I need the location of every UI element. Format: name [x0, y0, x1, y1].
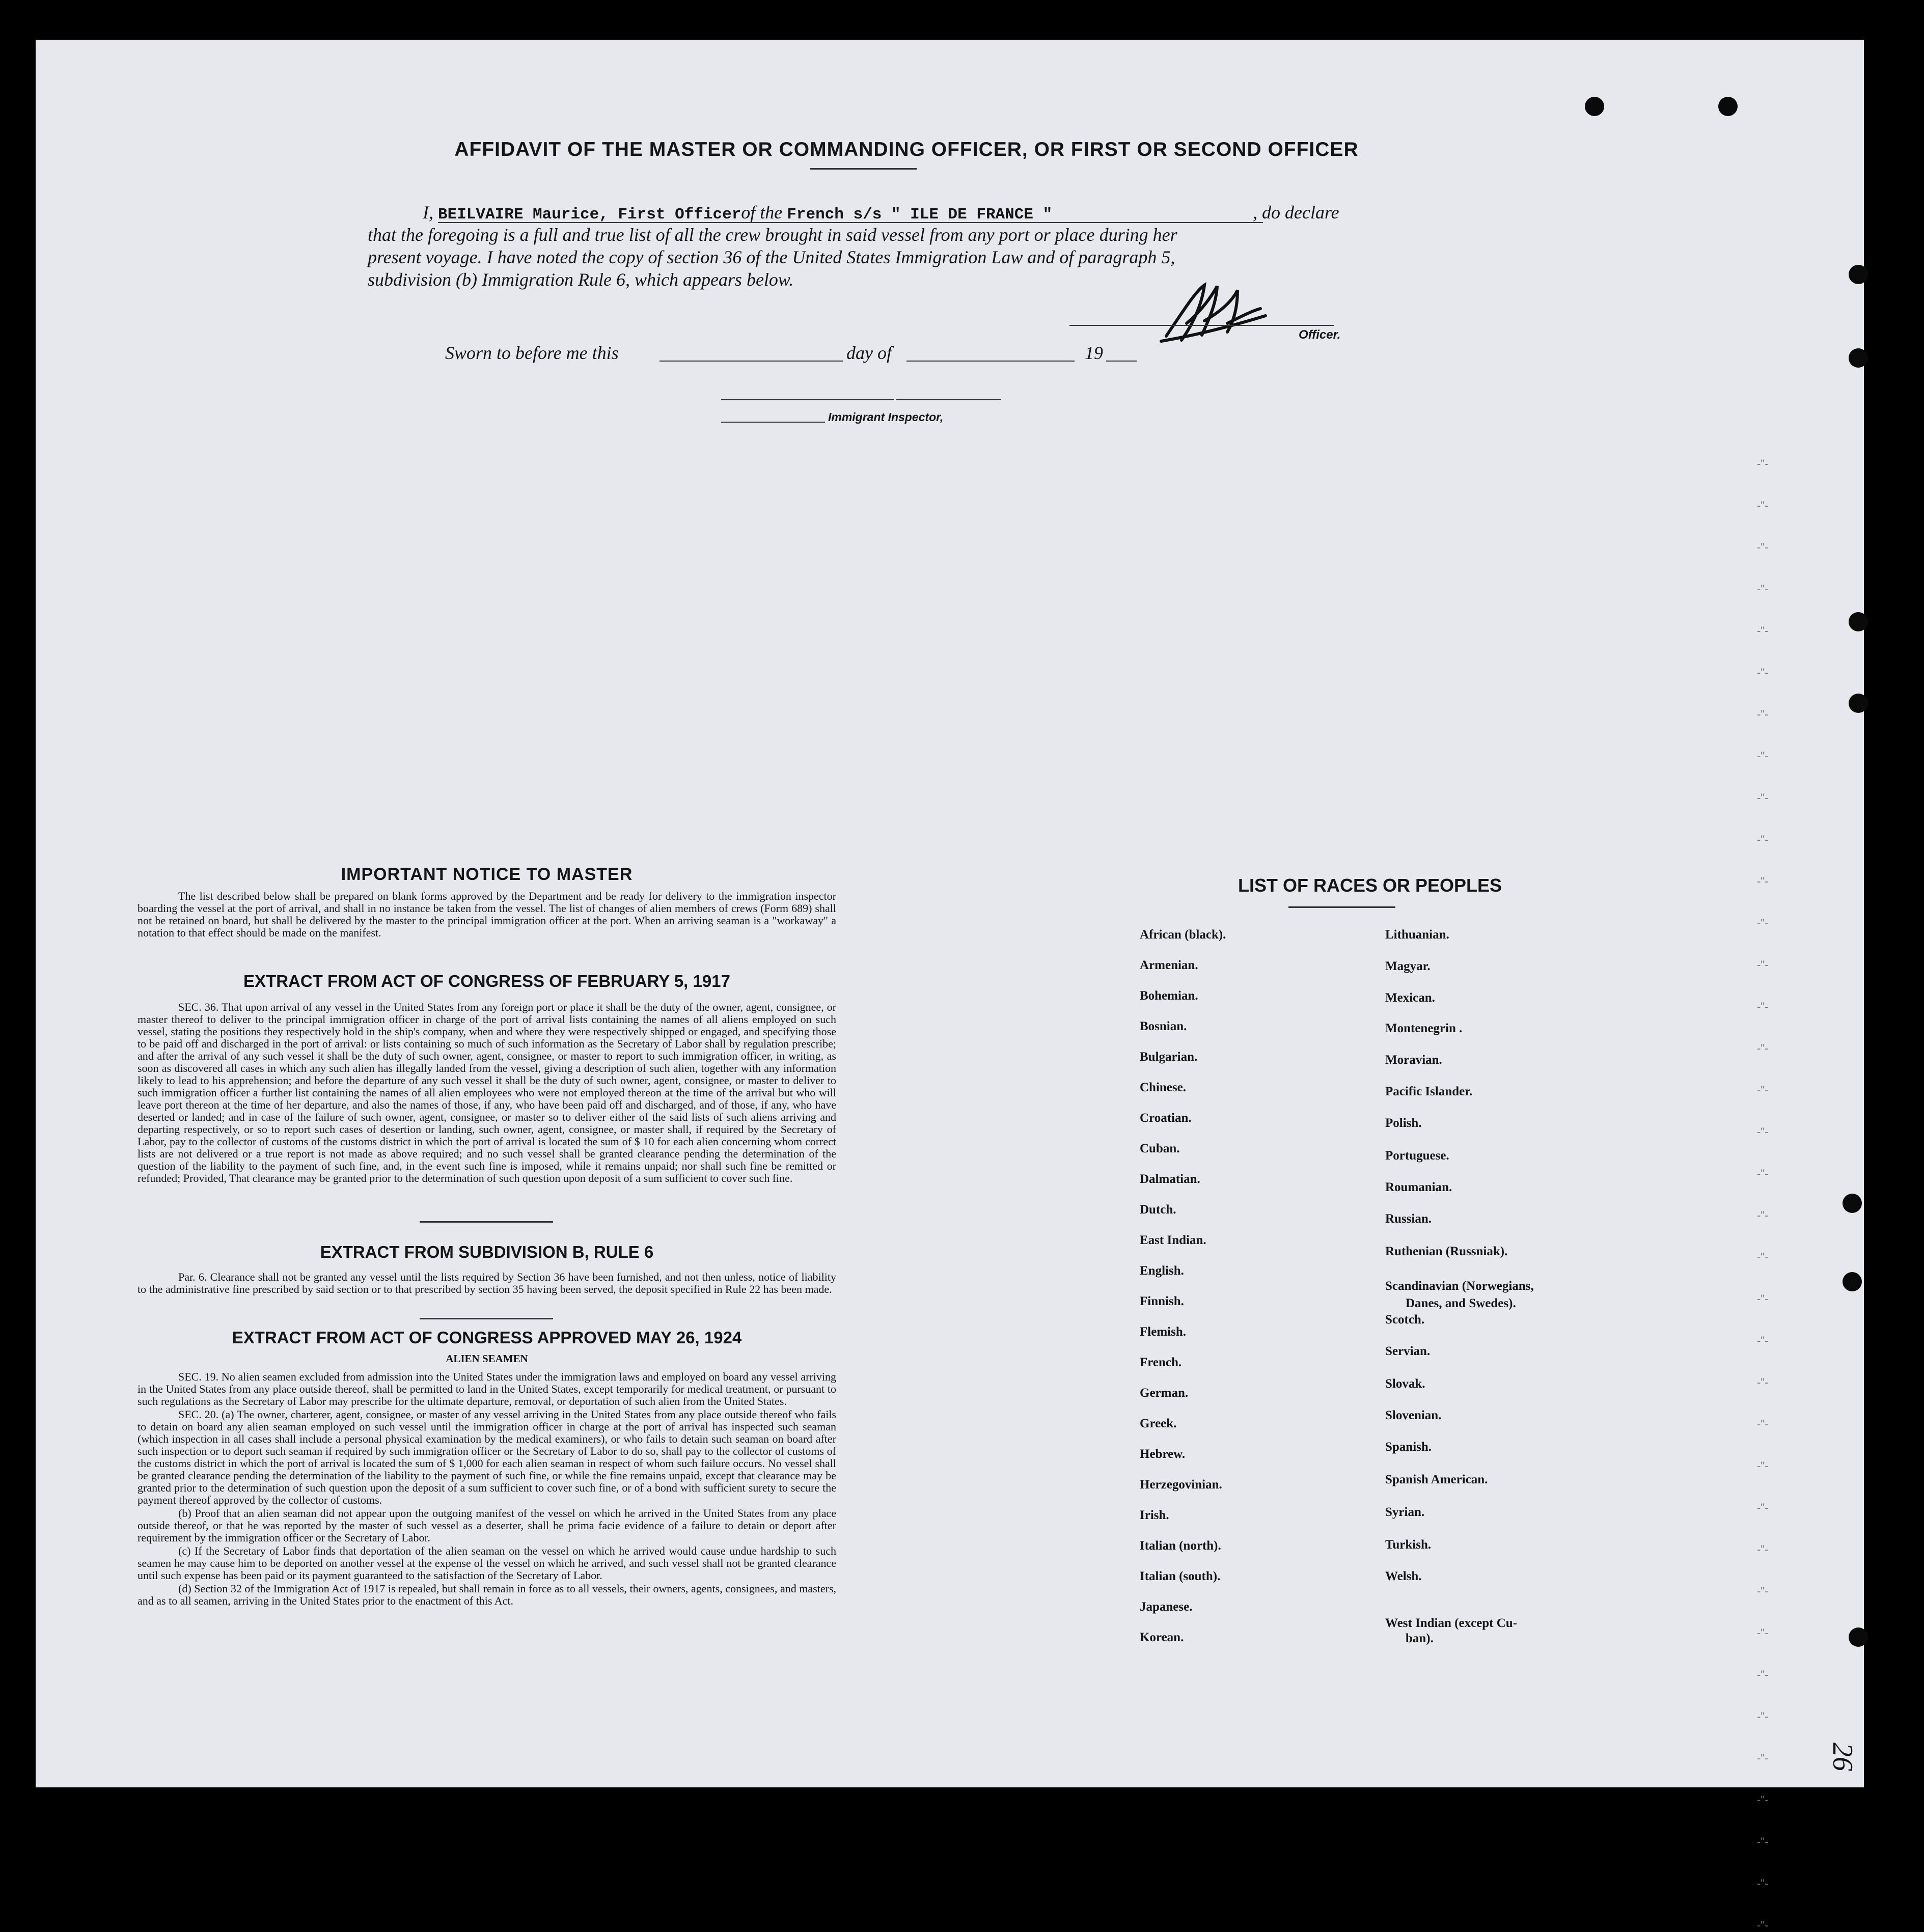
ditto-mark: -"- [1757, 499, 1769, 512]
punch-hole [1849, 1627, 1868, 1647]
rule6-text: Par. 6. Clearance shall not be granted any vessel until the lists required by Section 36 have been furnished, and not then unless, notice of liability to the administrative fine prescribed by said section or to that prescribed by section 35 having been served, the deposit specified in Rule 22 has been made. [138, 1271, 836, 1295]
race-item: Flemish. [1140, 1325, 1186, 1339]
ditto-mark: -"- [1757, 1835, 1769, 1848]
race-item: Slovak. [1385, 1377, 1425, 1391]
race-item: Scotch. [1385, 1313, 1425, 1327]
ditto-mark: -"- [1757, 1334, 1769, 1347]
punch-hole [1849, 694, 1868, 713]
race-item: Italian (south). [1140, 1569, 1221, 1583]
inspector-line-a [721, 399, 894, 400]
ditto-mark: -"- [1757, 1626, 1769, 1639]
ditto-mark: -"- [1757, 1543, 1769, 1556]
sworn-date-line [659, 361, 843, 362]
race-item: Slovenian. [1385, 1409, 1442, 1422]
ditto-mark: -"- [1757, 1167, 1769, 1180]
ditto-mark: -"- [1757, 1292, 1769, 1305]
ditto-mark: -"- [1757, 1418, 1769, 1430]
vessel-line [438, 222, 1263, 223]
sec-20-d: (d) Section 32 of the Immigration Act of 1917 is repealed, but shall remain in force as to all vessels, their owners, agents, consignees, and masters, and as to all seamen, arriving in the United States prior to the enactment of this Act. [138, 1582, 836, 1607]
affidavit-line2: that the foregoing is a full and true list of all the crew brought in said vessel from any port or place during her [368, 225, 1177, 245]
extract-1917-title: EXTRACT FROM ACT OF CONGRESS OF FEBRUARY 5, 1917 [243, 972, 730, 990]
race-item: Servian. [1385, 1344, 1431, 1358]
ditto-mark: -"- [1757, 875, 1769, 888]
form-sheet [36, 40, 1864, 1931]
notice-title: IMPORTANT NOTICE TO MASTER [341, 865, 633, 884]
ditto-mark: -"- [1757, 1501, 1769, 1514]
signature-line [1069, 325, 1334, 326]
races-title: LIST OF RACES OR PEOPLES [1238, 875, 1502, 896]
race-item: Japanese. [1140, 1600, 1193, 1614]
race-item: Irish. [1140, 1508, 1169, 1522]
ditto-mark: -"- [1757, 1000, 1769, 1013]
sec-20-c: (c) If the Secretary of Labor finds that deportation of the alien seaman on the vessel on which he arrived would cause undue hardship to such seamen he may cause him to be deported on another vessel at the expense of the vessel on which he arrived, and such vessel shall not be granted clearance until such expense has been paid or its payment guaranteed to the satisfaction of the Secretary of Labor. [138, 1544, 836, 1582]
race-item: Magyar. [1385, 959, 1431, 973]
inspector-line-b [896, 399, 1001, 400]
races-title-rule [1288, 906, 1395, 908]
ditto-mark: -"- [1757, 541, 1769, 554]
race-item: Mexican. [1385, 991, 1435, 1005]
rule6-title: EXTRACT FROM SUBDIVISION B, RULE 6 [320, 1243, 654, 1261]
race-item: German. [1140, 1386, 1189, 1400]
race-item: Spanish American. [1385, 1473, 1488, 1486]
affidavit-i: I, [423, 202, 433, 223]
officer-signature [1156, 275, 1268, 351]
race-item: Chinese. [1140, 1081, 1186, 1094]
race-scandinavian-cont: Danes, and Swedes). [1406, 1296, 1516, 1310]
race-item: Hebrew. [1140, 1447, 1186, 1461]
race-item: West Indian (except Cu- [1385, 1616, 1518, 1630]
race-item: Russian. [1385, 1212, 1432, 1226]
sec-19: SEC. 19. No alien seamen excluded from admission into the United States under the immigration laws and employed on board any vessel arriving in the United States from any place outside thereof, shall be permitted to land in the United States, except temporarily for medical treatment, or pursuant to such regulations as the Secretary of Labor may prescribe for the ultimate departure, removal, or deportation of such alien from the United States. [138, 1370, 836, 1407]
ditto-mark: -"- [1757, 1125, 1769, 1138]
notice-text: The list described below shall be prepared on blank forms approved by the Department and be ready for delivery to the immigration inspector boarding the vessel at the port of arrival, and shall in no instance be taken from the vessel. The list of changes of alien members of crews (Form 689) shall not be retained on board, but shall be delivered by the master to the principal immigration officer at the port. When an arriving seaman is a "workaway" a notation to that effect should be made on the manifest. [138, 890, 836, 939]
affidavit-line1 [423, 202, 1052, 224]
officer-name: BEILVAIRE Maurice, First Officer [438, 206, 741, 224]
officer-caption: Officer. [1299, 328, 1341, 342]
race-item: French. [1140, 1356, 1182, 1369]
punch-hole [1718, 97, 1738, 116]
race-item: Spanish. [1385, 1440, 1432, 1454]
ditto-mark: -"- [1757, 583, 1769, 595]
ditto-mark: -"- [1757, 917, 1769, 929]
ditto-mark: -"- [1757, 791, 1769, 804]
ditto-mark: -"- [1757, 1084, 1769, 1096]
ditto-mark: -"- [1757, 1209, 1769, 1222]
race-item: Bulgarian. [1140, 1050, 1198, 1064]
vessel-name: French s/s " ILE DE FRANCE " [787, 206, 1053, 224]
race-item: Finnish. [1140, 1294, 1184, 1308]
race-item: Syrian. [1385, 1505, 1425, 1519]
ditto-mark: -"- [1757, 750, 1769, 762]
race-item: English. [1140, 1264, 1184, 1278]
ditto-mark: -"- [1757, 1877, 1769, 1890]
ditto-mark: -"- [1757, 1251, 1769, 1263]
ditto-mark: -"- [1757, 624, 1769, 637]
sworn-label: Sworn to before me this [445, 343, 619, 363]
day-of-label: day of [846, 343, 892, 363]
race-item: Cuban. [1140, 1142, 1180, 1155]
race-item: Portuguese. [1385, 1149, 1449, 1163]
race-item: Greek. [1140, 1417, 1177, 1430]
ditto-mark: -"- [1757, 666, 1769, 679]
affidavit-of-the: of the [741, 202, 783, 223]
race-item: Dutch. [1140, 1203, 1176, 1217]
ditto-mark: -"- [1757, 708, 1769, 721]
race-item: Dalmatian. [1140, 1172, 1200, 1186]
ditto-mark: -"- [1757, 1793, 1769, 1806]
race-item: Ruthenian (Russniak). [1385, 1245, 1508, 1258]
margin-note: 26 [1827, 1743, 1858, 1771]
sec-20-a: SEC. 20. (a) The owner, charterer, agent, consignee, or master of any vessel arriving in the United States from any place outside thereof who fails to detain on board any alien seaman employed on such vessel until the immigration officer in charge at the port of arrival has inspected such seaman (which inspection in all cases shall include a personal physical examination by the medical examiners), or who fails to detain such seaman on board after such inspection or to deport such seaman if required by such immigration officer or the Secretary of Labor to do so, shall pay to the collector of customs of the customs district in which the port of arrival is located the sum of $ 1,000 for each alien seaman in respect of whom such failure occurs. No vessel shall be granted clearance pending the determination of the liability to the payment of such fine, or while the fine remains unpaid, except that clearance may be granted prior to the determination of such question upon the deposit of a sum sufficient to cover such fine, or of a bond with sufficient surety to secure the payment thereof approved by the collector of customs. [138, 1408, 836, 1506]
race-item: Scandinavian (Norwegians, [1385, 1279, 1534, 1293]
sec-20-b: (b) Proof that an alien seaman did not appear upon the outgoing manifest of the vessel on which he arrived in the United States from any place outside thereof, or that he was reported by the master of such vessel as a deserter, shall be prima facie evidence of a failure to detain or deport after requirement by the immigration officer or the Secretary of Labor. [138, 1507, 836, 1544]
affidavit-title-rule [810, 168, 917, 170]
month-line [906, 361, 1075, 362]
extract-1924-subtitle: ALIEN SEAMEN [446, 1353, 528, 1365]
race-item: Bohemian. [1140, 989, 1198, 1003]
race-item: Montenegrin . [1385, 1022, 1463, 1035]
ditto-mark: -"- [1757, 1376, 1769, 1389]
punch-hole [1843, 1194, 1862, 1213]
race-item: Welsh. [1385, 1569, 1422, 1583]
extract-1917-text: SEC. 36. That upon arrival of any vessel in the United States from any foreign port or place it shall be the duty of the owner, agent, consignee, or master thereof to deliver to the principal immigration officer in charge of the port of arrival lists containing the names of all aliens employed on such vessel, stating the positions they respectively hold in the ship's company, when and where they were respectively shipped or engaged, and specifying those to be paid off and discharged in the port of arrival: or lists containing so much of such information as the Secretary of Labor shall by regulation prescribe; and after the arrival of any such vessel it shall be the duty of such owner, agent, consignee, or master to report to such immigration officer, in writing, as soon as discovered all cases in which any such alien has illegally landed from the vessel, giving a description of such alien, together with any information likely to lead to his apprehension; and before the departure of any such vessel it shall be the duty of such owner, agent, consignee, or master to deliver to such immigration officer a further list containing the names of all alien employees who were not employed thereon at the time of the arrival but who will leave port thereon at the time of her departure, and also the names of those, if any, who have been paid off and discharged, and of those, if any, who have deserted or landed; and in case of the failure of such owner, agent, consignee, or master so to deliver either of the said lists of such aliens arriving and departing respectively, or so to report such cases of desertion or landing, such owner, agent, consignee, or master shall, if required by the Secretary of Labor, pay to the collector of customs of the customs district in which the port of arrival is located the sum of $ 10 for each alien concerning whom correct lists are not delivered or a true report is not made as above required; and no such vessel shall be granted clearance pending the determination of the question of the liability to the payment of such fine, and, in the event such fine is imposed, while it remains unpaid; nor shall such fine be remitted or refunded; Provided, That clearance may be granted prior to the determination of such question upon deposit of a sum sufficient to cover such fine. [138, 1001, 836, 1184]
punch-hole [1843, 1272, 1862, 1291]
race-item: Bosnian. [1140, 1019, 1187, 1033]
race-item: Korean. [1140, 1631, 1184, 1644]
ditto-mark: -"- [1757, 457, 1769, 470]
ditto-mark: -"- [1757, 1919, 1769, 1931]
race-west-indian-cont: ban). [1406, 1632, 1434, 1645]
year-label: 19 [1085, 343, 1103, 363]
race-item: East Indian. [1140, 1233, 1206, 1247]
race-item: Herzegovinian. [1140, 1478, 1222, 1492]
ditto-mark: -"- [1757, 833, 1769, 846]
race-item: Roumanian. [1385, 1180, 1452, 1194]
punch-hole [1849, 265, 1868, 284]
race-item: Moravian. [1385, 1053, 1442, 1067]
race-item: Pacific Islander. [1385, 1085, 1473, 1098]
punch-hole [1849, 612, 1868, 631]
race-item: African (black). [1140, 928, 1226, 942]
extract-1924-body [138, 1371, 836, 1608]
race-item: Croatian. [1140, 1111, 1192, 1125]
do-declare: , do declare [1253, 202, 1339, 223]
punch-hole [1585, 97, 1604, 116]
affidavit-line3: present voyage. I have noted the copy of section 36 of the United States Immigration Law and of paragraph 5, [368, 247, 1175, 267]
ditto-mark: -"- [1757, 1042, 1769, 1055]
race-item: Polish. [1385, 1116, 1422, 1130]
ditto-mark: -"- [1757, 1668, 1769, 1681]
rule-rule6 [420, 1318, 553, 1319]
ditto-mark: -"- [1757, 1459, 1769, 1472]
punch-hole [1849, 348, 1868, 368]
race-item: Turkish. [1385, 1538, 1432, 1552]
inspector-caption: Immigrant Inspector, [828, 410, 944, 424]
ditto-mark: -"- [1757, 958, 1769, 971]
rule-1917 [420, 1221, 553, 1223]
race-item: Armenian. [1140, 958, 1198, 972]
race-item: Italian (north). [1140, 1539, 1221, 1553]
ditto-mark: -"- [1757, 1585, 1769, 1597]
extract-1924-title: EXTRACT FROM ACT OF CONGRESS APPROVED MAY 26, 1924 [232, 1328, 742, 1347]
affidavit-line4: subdivision (b) Immigration Rule 6, which appears below. [368, 269, 794, 290]
ditto-mark: -"- [1757, 1752, 1769, 1764]
race-item: Lithuanian. [1385, 928, 1449, 942]
affidavit-title: AFFIDAVIT OF THE MASTER OR COMMANDING OFFICER, OR FIRST OR SECOND OFFICER [454, 139, 1359, 160]
year-line [1106, 361, 1137, 362]
ditto-mark: -"- [1757, 1710, 1769, 1723]
inspector-line-c [721, 422, 825, 423]
